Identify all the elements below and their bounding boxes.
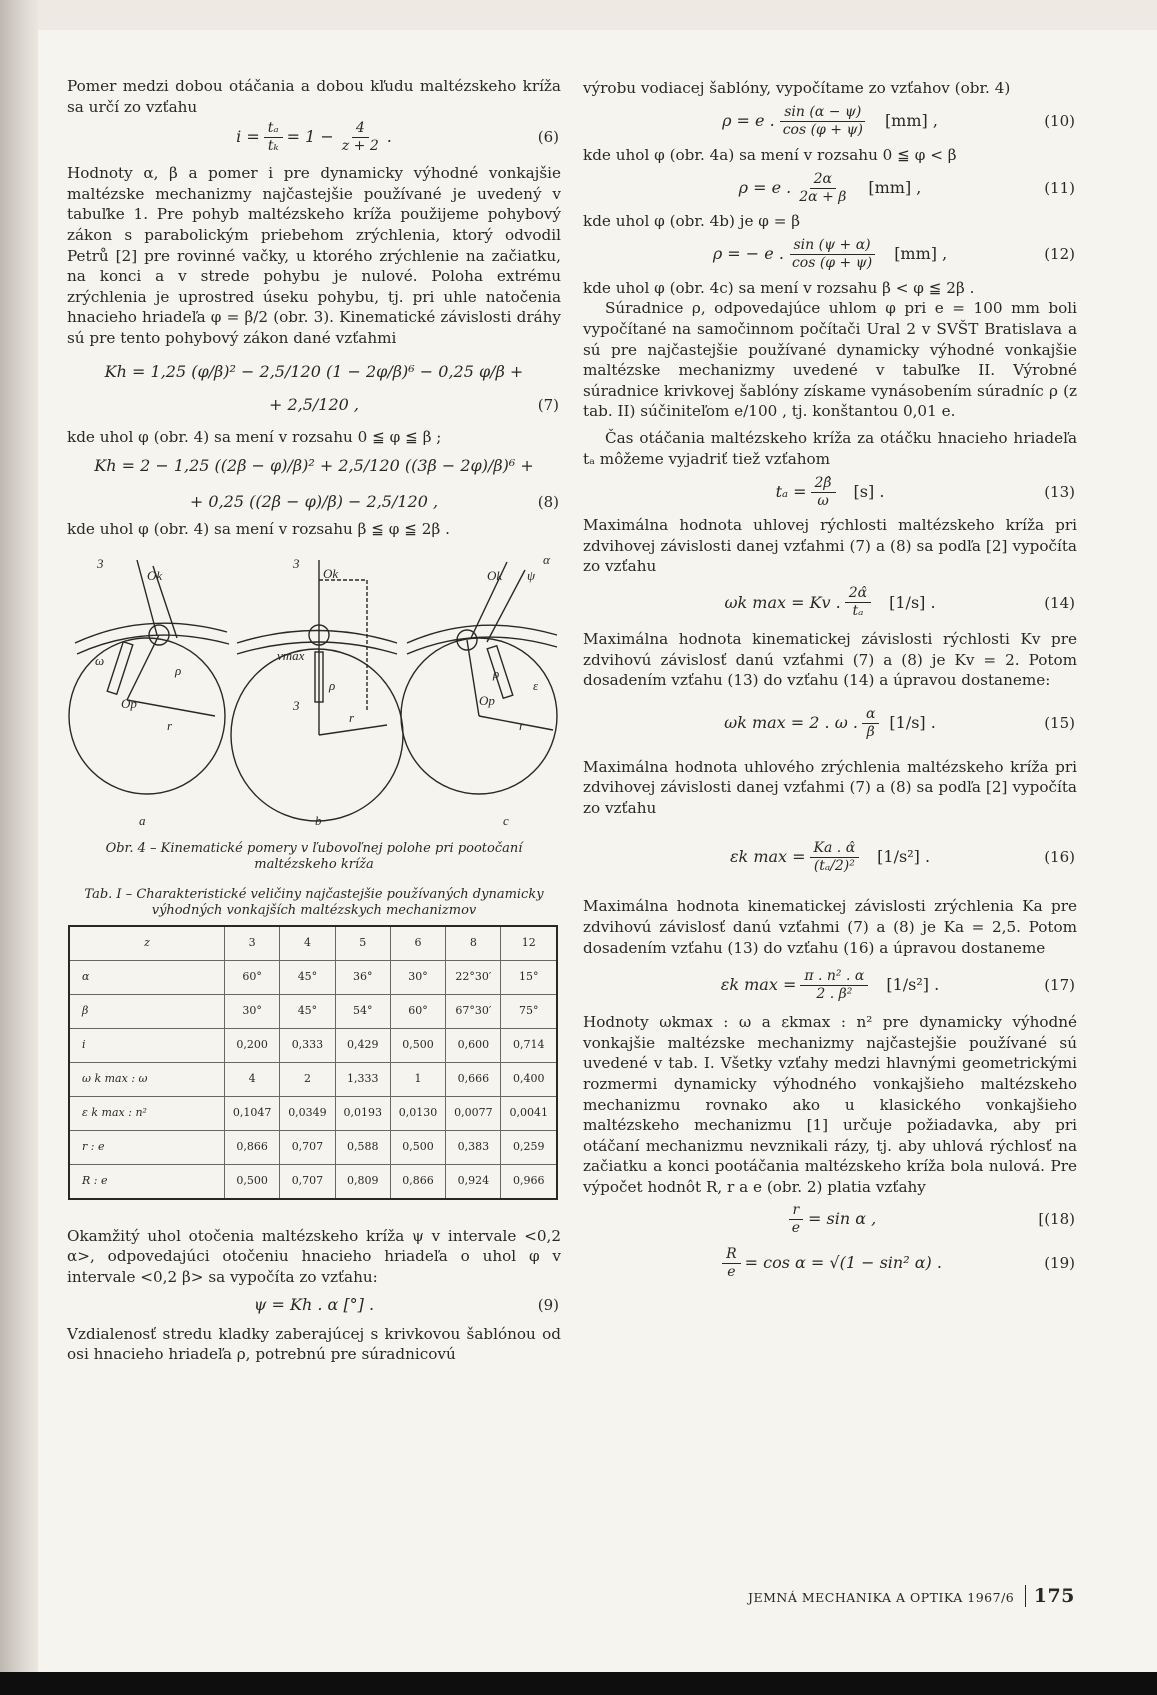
equation-7a: Kh = 1,25 (φ/β)² − 2,5/120 (1 − 2φ/β)⁶ − 0,25 φ/β +: [104, 362, 524, 382]
svg-text:3: 3: [97, 555, 104, 571]
fig-label-c: c: [503, 812, 509, 828]
equation-16: εk max = $\frac{Ka . \alphâ}{\text{(tₐ/2)²}}$ [1/s²] . (16): [729, 839, 1075, 874]
journal-name: JEMNÁ MECHANIKA A OPTIKA 1967/6: [748, 1590, 1015, 1605]
equation-9: ψ = Kh . α [°] . (9): [253, 1295, 559, 1315]
equation-14: ωk max = Kv . $\frac{2\alphâ}{\text{tₐ}}$ [1/s] . (14): [724, 585, 1075, 620]
svg-text:r: r: [519, 717, 525, 733]
equation-19: $\frac{R}{e}$ = cos α = √(1 − sin² α) . (19): [583, 1242, 1077, 1286]
svg-text:ψ: ψ: [527, 567, 536, 583]
equation-8b: + 0,25 ((2β − φ)/β) − 2,5/120 , (8): [189, 491, 559, 511]
paragraph: Maximálna hodnota uhlového zrýchlenia maltézskeho kríža pri zdvihovej závislosti danej vzťahmi (7) a (8) sa podľa [2] vypočíta zo vzťahu: [583, 757, 1077, 817]
equation-12: ρ = − e . $\frac{\sin (\psi + \alpha)}{\cos (\varphi + \psi)}$ [mm] , (12): [712, 237, 1075, 272]
svg-text:3: 3: [293, 697, 300, 713]
driver-circle: [231, 649, 403, 821]
svg-text:Ok: Ok: [147, 567, 163, 583]
paragraph: kde uhol φ (obr. 4) sa mení v rozsahu 0 ≦ φ ≦ β ;: [67, 427, 442, 446]
svg-text:α: α: [543, 551, 550, 567]
svg-text:ε: ε: [533, 677, 539, 693]
paragraph: Maximálna hodnota uhlovej rýchlosti maltézskeho kríža pri zdvihovej závislosti danej vzťahmi (7) a (8) sa podľa [2] vypočíta zo vzťahu: [583, 516, 1077, 576]
equation-18: $\frac{r}{e}$ = sin α , [(18): [583, 1198, 1077, 1242]
paragraph: Maximálna hodnota kinematickej závislosti zrýchlenia Ka pre zdvihovú závislosť danú vzťahmi (7) a (8) je Ka = 2,5. Potom dosadením vzťahu (13) do vzťahu (16) a úpravou dostaneme: [583, 897, 1077, 957]
svg-text:Op: Op: [121, 695, 137, 711]
intro-paragraph: Pomer medzi dobou otáčania a dobou kľudu maltézskeho kríža sa určí zo vzťahu: [67, 77, 561, 116]
scan-edge: [0, 1672, 1157, 1695]
paragraph: kde uhol φ (obr. 4c) sa mení v rozsahu β < φ ≦ 2β .: [583, 278, 975, 297]
paragraph: Hodnoty α, β a pomer i pre dynamicky výhodné vonkajšie maltézske mechanizmy najčastejšie používané je uvedený v tabuľke 1. Pre pohyb maltézskeho kríža použijeme pohybový zákon s parabolickým priebehom zrýchlenia, ktorý odvodil Petrů [2] pre rovinné vačky, u ktorého zrýchlenie na začiatku, na konci a v strede pohybu je nulové. Poloha extrému zrýchlenia je uprostred úseku pohybu, tj. pri uhle natočenia hnacieho hriadeľa φ = β/2 (obr. 3). Kinematické závislosti dráhy sú pre tento pohybový zákon dané vzťahmi: [67, 164, 561, 347]
cross-arc: [407, 625, 557, 643]
paragraph: Vzdialenosť stredu kladky zaberajúcej s krivkovou šablónou od osi hnacieho hriadeľa ρ, potrebnú pre súradnicovú: [67, 1324, 561, 1364]
table-caption: Tab. I – Charakteristické veličiny najčastejšie používaných dynamicky výhodných vonkajších maltézskych mechanizmov: [84, 886, 544, 918]
paragraph: Maximálna hodnota kinematickej závislosti rýchlosti Kv pre zdvihovú závislosť danú vzťahmi (7) a (8) je Kv = 2. Potom dosadením vzťahu (13) do vzťahu (14) a úpravou dostaneme:: [583, 629, 1077, 690]
svg-text:3: 3: [293, 555, 300, 571]
paragraph: kde uhol φ (obr. 4) sa mení v rozsahu β ≦ φ ≦ 2β .: [67, 520, 450, 539]
svg-text:r: r: [349, 709, 355, 725]
paragraph: kde uhol φ (obr. 4b) je φ = β: [583, 212, 801, 231]
table-row: β 30° 45° 54° 60° 67°30′ 75°: [69, 994, 557, 1028]
table-row: r : e 0,866 0,707 0,588 0,500 0,383 0,259: [69, 1130, 557, 1164]
fig-label-a: a: [139, 812, 146, 828]
paragraph: Okamžitý uhol otočenia maltézskeho kríža ψ v intervale <0,2 α>, odpovedajúci otočeniu hnacieho hriadeľa o uhol φ v intervale <0,2 β> sa vypočíta zo vzťahu:: [67, 1226, 561, 1286]
equation-17: εk max = $\frac{\text{π . n² . α}}{\text{2 . β²}}$ [1/s²] . (17): [720, 967, 1075, 1002]
paragraph: Hodnoty ωkmax : ω a εkmax : n² pre dynamicky výhodné vonkajšie maltézske mechanizmy najčastejšie používané sú uvedené v tab. I. Všetky vzťahy medzi hlavnými geometrickými rozmermi dynamicky výhodného vonkajšieho maltézskeho mechanizmu rovnako ako u klasického vonkajšieho maltézskeho mechanizmu [1] určuje požiadavka, aby pri otáčaní mechanizmu nevznikali rázy, tj. aby uhlová rýchlosť na začiatku a konci pootáčania maltézskeho kríža bola nulová. Pre výpočet hodnôt R, r a e (obr. 2) platia vzťahy: [583, 1013, 1077, 1196]
svg-text:Ok: Ok: [487, 567, 503, 583]
paragraph: kde uhol φ (obr. 4a) sa mení v rozsahu 0 ≦ φ < β: [583, 145, 957, 164]
fig-label-b: b: [315, 812, 322, 828]
equation-7b: + 2,5/120 , (7): [268, 395, 559, 415]
equation-11: ρ = e . $\frac{2\alpha}{2\alpha + \beta}$ [mm] , (11): [738, 170, 1075, 205]
svg-text:r: r: [167, 717, 173, 733]
svg-text:ρ: ρ: [175, 662, 182, 678]
paragraph: Čas otáčania maltézskeho kríža za otáčku hnacieho hriadeľa tₐ môžeme vyjadriť tiež vzťahom: [583, 428, 1077, 468]
svg-text:Op: Op: [479, 692, 495, 708]
paragraph: výrobu vodiacej šablóny, vypočítame zo vzťahov (obr. 4): [583, 79, 1011, 97]
table-header: z 3 4 5 6 8 12: [69, 926, 557, 961]
left-column: [67, 76, 561, 1365]
driver-circle: [69, 638, 225, 794]
equation-15: ωk max = 2 . ω . $\frac{\alpha}{\beta}$ [1/s] . (15): [724, 706, 1075, 741]
table-1: [68, 925, 558, 1200]
figure-caption: Obr. 4 – Kinematické pomery v ľubovoľnej polohe pri pootočaní maltézskeho kríža: [105, 840, 523, 872]
page-footer: [748, 1585, 1078, 1607]
equation-number: (6): [537, 127, 559, 146]
equation-6: i = $\frac{\text{tₐ}}{\text{tₖ}}$ = 1 − $\frac{4}{z + 2}$ . (6): [236, 119, 559, 154]
svg-text:ρ: ρ: [329, 677, 336, 693]
page-shadow: [0, 0, 38, 1695]
equation-8a: Kh = 2 − 1,25 ((2β − φ)/β)² + 2,5/120 ((3β − 2φ)/β)⁶ +: [94, 455, 534, 475]
svg-text:ρ: ρ: [493, 665, 500, 681]
svg-text:Ok: Ok: [323, 565, 339, 581]
figure-4-mechanism-diagram: [67, 550, 561, 835]
svg-text:ω: ω: [95, 652, 105, 668]
svg-text:vmax: vmax: [277, 647, 305, 663]
right-column: [583, 78, 1077, 1286]
table-row: R : e 0,500 0,707 0,809 0,866 0,924 0,966: [69, 1164, 557, 1199]
equation-13: tₐ = $\frac{2\betâ}{\omega}$ [s] . (13): [775, 474, 1075, 509]
table-row: i 0,200 0,333 0,429 0,500 0,600 0,714: [69, 1028, 557, 1062]
table-row: ω k max : ω 4 2 1,333 1 0,666 0,400: [69, 1062, 557, 1096]
table-row: α 60° 45° 36° 30° 22°30′ 15°: [69, 960, 557, 994]
cross-arc: [407, 637, 557, 654]
page-number: 175: [1025, 1585, 1075, 1607]
equation-10: ρ = e . $\frac{\sin (\alpha - \psi)}{\cos (\varphi + \psi)}$ [mm] , (10): [722, 104, 1075, 139]
table-row: ε k max : n² 0,1047 0,0349 0,0193 0,0130 0,0077 0,0041: [69, 1096, 557, 1130]
cross-arc: [237, 630, 397, 643]
paragraph: Súradnice ρ, odpovedajúce uhlom φ pri e = 100 mm boli vypočítané na samočinnom počítači Ural 2 v SVŠT Bratislava a sú pre najčastejšie používané dynamicky výhodné vonkajšie maltézske mechanizmy uvedené v tabuľke II. Výrobné súradnice krivkovej šablóny získame vynásobením súradníc ρ (z tab. II) súčiniteľom e/100 , tj. konštantou 0,01 e.: [583, 299, 1077, 421]
